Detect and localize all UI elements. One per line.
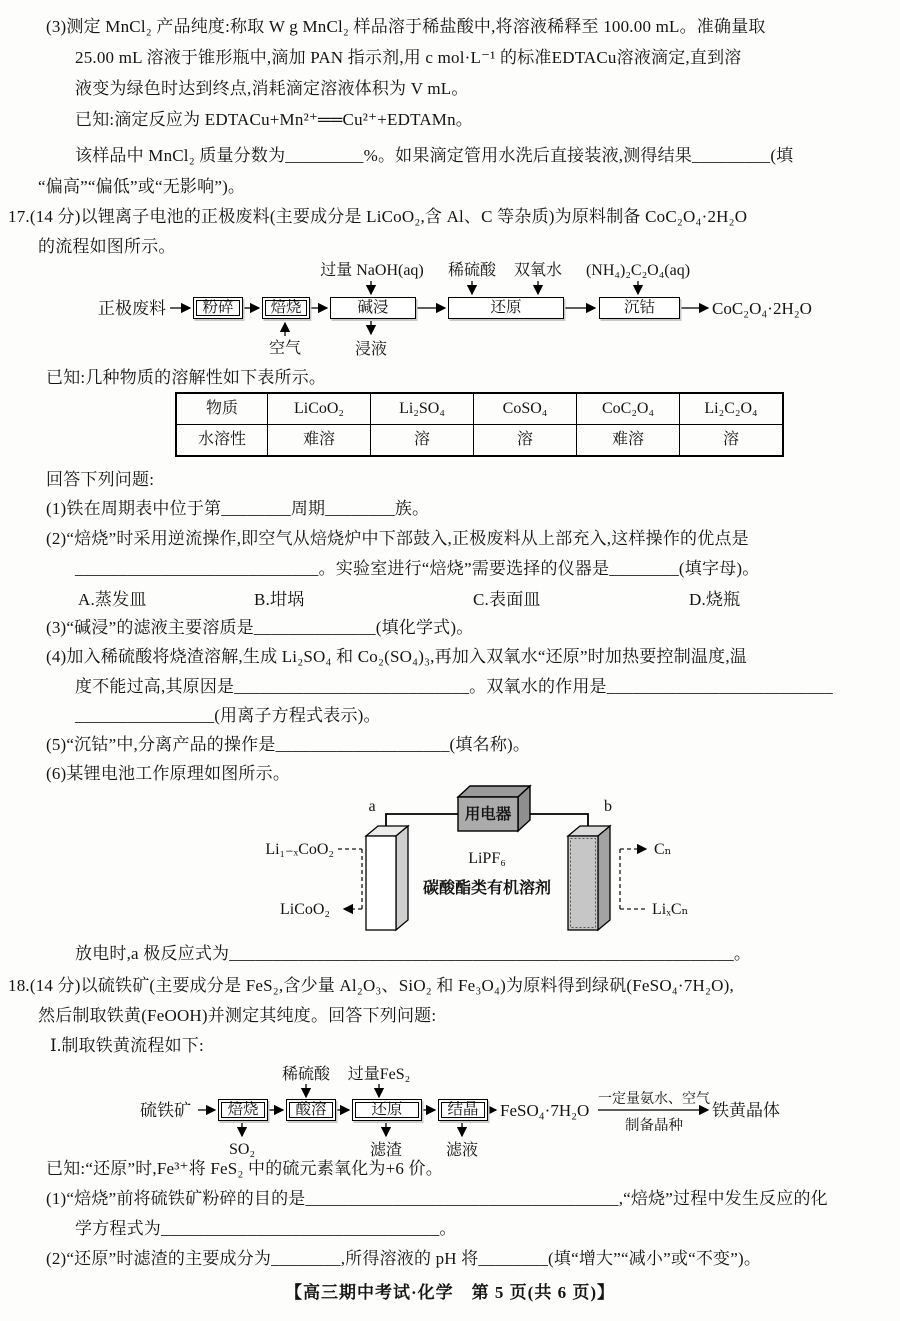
flow1-reagent-naoh: 过量 NaOH(aq) [320,262,424,279]
anode-discharged-species-label: LiCoO₂ [279,901,330,918]
table-cell: LiCoO₂ [268,393,371,425]
table-cell: 溶 [680,425,784,457]
q17-header-line2: 的流程如图所示。 [38,237,176,256]
q17-sub6-discharge-line: 放电时,a 极反应式为__________________________________________________________。 [75,944,752,963]
q17-sub1: (1)铁在周期表中位于第________周期________族。 [46,499,430,518]
flow1-air-input: 空气 [268,340,301,357]
q18-known-note: 已知:“还原”时,Fe³⁺将 FeS₂ 中的硫元素氧化为+6 价。 [46,1159,443,1178]
q17-prompt: 回答下列问题: [46,470,155,489]
flow1-leachate-output: 浸液 [354,341,387,358]
cathode-discharged-species-label: Cₙ [654,841,672,858]
q17-solubility-intro: 已知:几种物质的溶解性如下表所示。 [46,368,327,387]
solubility-table-value-row [176,425,783,457]
q17-option-b: B.坩埚 [254,590,305,609]
q18-header-line2: 然后制取铁黄(FeOOH)并测定其纯度。回答下列问题: [38,1006,437,1025]
q16-3-known-equation: 已知:滴定反应为 EDTACu+Mn²⁺══Cu²⁺+EDTAMn。 [75,110,474,129]
table-cell: 水溶性 [176,425,268,457]
table-cell: Li₂SO₄ [371,393,474,425]
flow2-step-roast: 焙烧 [218,1099,268,1121]
q16-3-line3: 液变为绿色时达到终点,消耗滴定溶液体积为 V mL。 [75,79,469,98]
table-cell: Li₂C₂O₄ [680,393,784,425]
table-cell: 难溶 [268,425,371,457]
q17-sub4-line3: ________________(用离子方程式表示)。 [75,706,381,725]
q18-sub1-line2: 学方程式为________________________________。 [75,1219,457,1238]
q17-header-line1: 17.(14 分)以锂离子电池的正极废料(主要成分是 LiCoO₂,含 Al、C 等杂质)为原料制备 CoC₂O₄·2H₂O [8,207,748,226]
q17-option-d: D.烧瓶 [689,590,741,609]
flow2-byproduct-so2: SO₂ [228,1141,256,1158]
flow1-input: 正极废料 [98,299,166,318]
q17-sub2-line2: ____________________________。实验室进行“焙烧”需要选择的仪器是________(填字母)。 [75,559,760,578]
q17-sub4-line2: 度不能过高,其原因是___________________________。双氧水的作用是__________________________ [75,677,833,696]
q16-3-line1: (3)测定 MnCl₂ 产品纯度:称取 W g MnCl₂ 样品溶于稀盐酸中,将溶液稀释至 100.00 mL。准确量取 [46,17,766,36]
flow2-arrow-bottom-label: 制备晶种 [625,1118,683,1134]
page-footer: 【高三期中考试·化学 第 5 页(共 6 页)】 [285,1283,615,1302]
q17-option-a: A.蒸发皿 [78,590,147,609]
flow2-filter-residue: 滤渣 [369,1142,402,1159]
electrolyte-salt-label: LiPF₆ [468,850,506,867]
flow1-step-roast: 焙烧 [262,297,310,319]
flow1-reagent-dilute-sulfuric-acid: 稀硫酸 [447,262,496,279]
flow1-step-reduce: 还原 [448,297,564,319]
electrode-b-label: b [604,798,612,815]
flow1-step-crush: 粉碎 [193,297,243,319]
table-cell: CoC₂O₄ [577,393,680,425]
q17-option-c: C.表面皿 [473,590,541,609]
flow2-step-reduce: 还原 [352,1099,422,1121]
flow2-step-acid-dissolve: 酸溶 [286,1099,336,1121]
flow2-intermediate-product: FeSO₄·7H₂O [500,1101,590,1120]
q18-sub1-line1: (1)“焙烧”前将硫铁矿粉碎的目的是____________________________________,“焙烧”过程中发生反应的化 [46,1189,828,1208]
electrolyte-solvent-label: 碳酸酯类有机溶剂 [422,880,551,897]
q18-header-line1: 18.(14 分)以硫铁矿(主要成分是 FeS₂,含少量 Al₂O₃、SiO₂ 和 Fe₃O₄)为原料得到绿矾(FeSO₄·7H₂O), [8,976,734,995]
table-cell: 溶 [474,425,577,457]
flow2-reagent-dilute-sulfuric-acid: 稀硫酸 [281,1066,330,1083]
q18-sub2: (2)“还原”时滤渣的主要成分为________,所得溶液的 pH 将________(填“增大”“减小”或“不变”)。 [46,1249,762,1268]
flow2-output: 铁黄晶体 [712,1101,780,1120]
q16-3-options-hint: “偏高”“偏低”或“无影响”)。 [38,177,246,196]
flow2-filtrate: 滤液 [445,1142,478,1159]
flow2-input: 硫铁矿 [140,1101,191,1120]
q18-process-flow-diagram [0,1058,900,1158]
appliance-label: 用电器 [464,806,512,823]
flow1-reagent-hydrogen-peroxide: 双氧水 [513,262,562,279]
table-cell: CoSO₄ [474,393,577,425]
q17-sub6: (6)某锂电池工作原理如图所示。 [46,764,291,783]
solubility-table-header-row [176,393,783,425]
lithium-battery-diagram [260,782,700,937]
flow1-step-alkali-leach: 碱浸 [330,297,416,319]
q17-sub4-line1: (4)加入稀硫酸将烧渣溶解,生成 Li₂SO₄ 和 Co₂(SO₄)₃,再加入双氧水“还原”时加热要控制温度,温 [46,647,747,666]
electrode-a-label: a [368,798,376,815]
q17-sub3: (3)“碱浸”的滤液主要溶质是______________(填化学式)。 [46,618,474,637]
flow2-reagent-excess-fes2: 过量FeS₂ [347,1066,411,1083]
flow1-output: CoC₂O₄·2H₂O [712,299,812,318]
table-cell: 溶 [371,425,474,457]
q16-3-blank-line: 该样品中 MnCl₂ 质量分数为_________%。如果滴定管用水洗后直接装液,测得结果_________(填 [75,146,794,165]
q17-process-flow-diagram [0,258,900,364]
anode-charged-species-label: Li₁₋ₓCoO₂ [265,841,334,858]
table-cell: 难溶 [577,425,680,457]
table-cell: 物质 [176,393,268,425]
flow1-step-precipitate-cobalt: 沉钴 [599,297,680,319]
cathode-charged-species-label: LiₓCₙ [652,901,689,918]
q17-sub5: (5)“沉钴”中,分离产品的操作是____________________(填名称)。 [46,735,531,754]
flow2-step-crystallize: 结晶 [438,1099,488,1121]
solubility-table [175,392,784,457]
q17-sub2-line1: (2)“焙烧”时采用逆流操作,即空气从焙烧炉中下部鼓入,正极废料从上部充入,这样操作的优点是 [46,529,749,548]
q16-3-line2: 25.00 mL 溶液于锥形瓶中,滴加 PAN 指示剂,用 c mol·L⁻¹ 的标准EDTACu溶液滴定,直到溶 [75,48,742,67]
flow2-arrow-top-label: 一定量氨水、空气 [598,1092,710,1107]
flow1-reagent-ammonium-oxalate: (NH₄)₂C₂O₄(aq) [585,262,691,279]
q18-part1-title: Ⅰ.制取铁黄流程如下: [50,1036,204,1055]
